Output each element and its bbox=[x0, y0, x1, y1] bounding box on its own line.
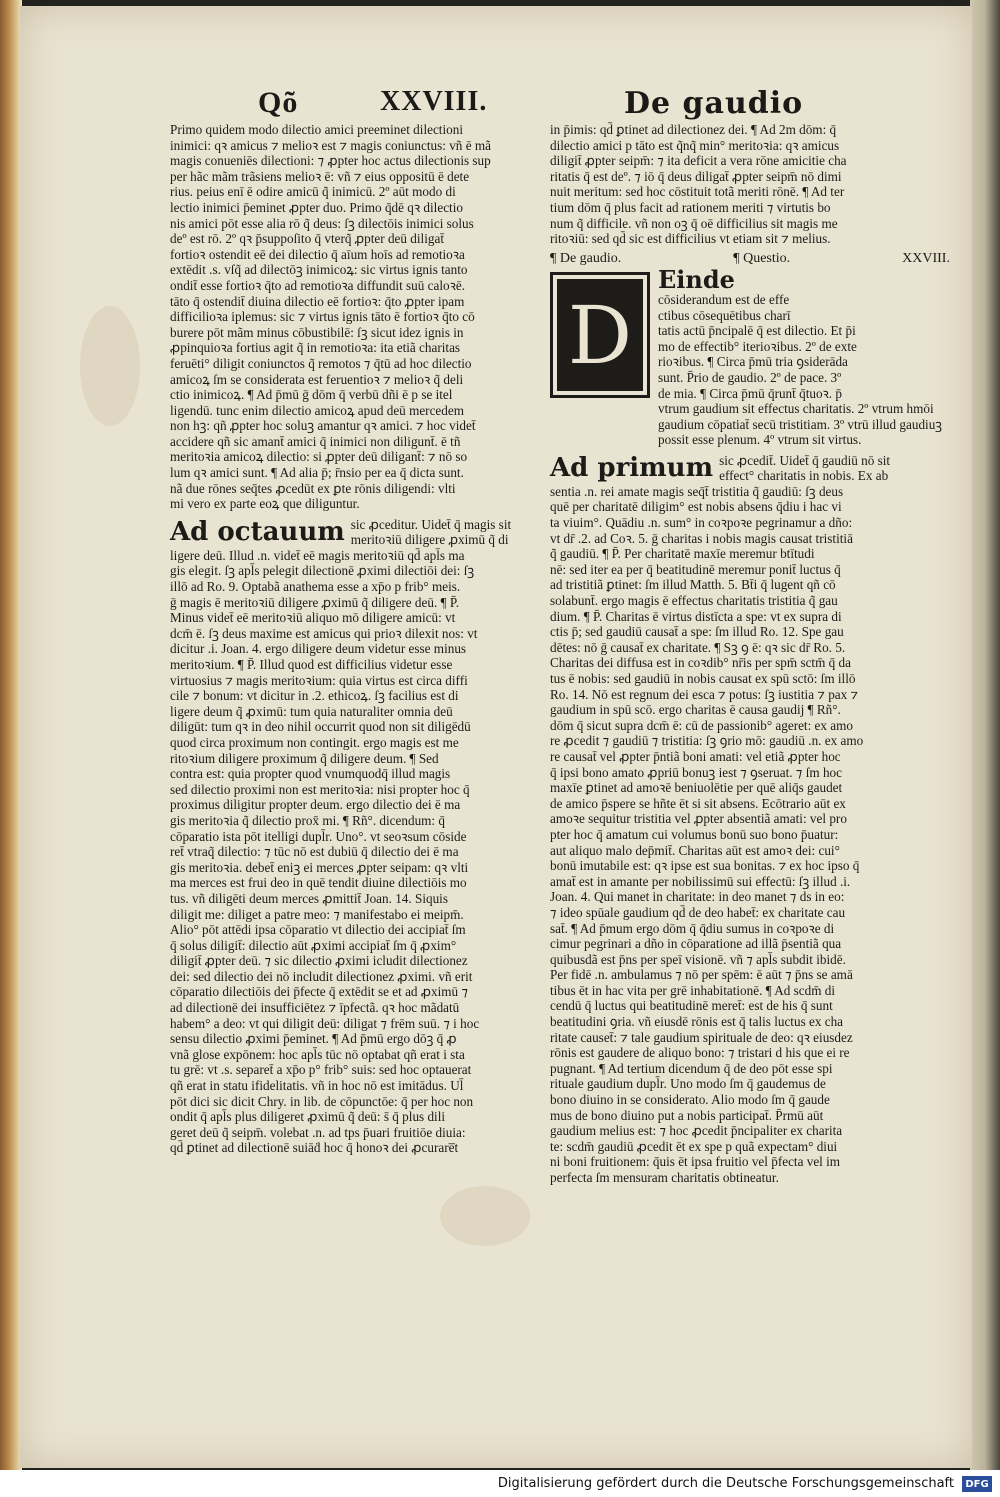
text-line: re causat̄ vel ꝓpter p̄ntiã boni amati: vel etiã ꝓpter hoc bbox=[550, 748, 841, 764]
paper-stain bbox=[80, 306, 140, 426]
text-line: pter hoc q̄ amatum cui volumus bonū suo bono p̄uatur: bbox=[550, 826, 839, 842]
text-line: habem° a deo: vt qui diligit deū: diligat ⁊ frēm suū. ⁊ i hoc bbox=[170, 1015, 480, 1031]
text-line: mi vero ex parte eoꝝ que diliguntur. bbox=[170, 496, 360, 512]
text-line: dium. ¶ P̄. Charitas ē virtus distīcta a spe: vt ex supra di bbox=[550, 608, 842, 624]
text-line: ni boni fruitionem: q̄uis ēt ipsa fruitio vel p̄fecta vel im bbox=[550, 1154, 841, 1170]
text-line: Alio° pōt attēdi ipsa cōparatio vt dilectio dei accipiat̄ ſm bbox=[170, 922, 466, 938]
text-line: vnã glose expōnem: hoc apl̄s tūc nō optabat qñ erat i sta bbox=[170, 1046, 465, 1062]
text-line: ondit̄ esse fortioꝛ q̄to ad remotioꝛa diffundit suū caloꝛē. bbox=[170, 277, 466, 293]
text-line: nuit meritum: sed hoc cōstituit totã meriti rōnē. ¶ Ad ter bbox=[550, 184, 845, 200]
running-head-title: De gaudio bbox=[624, 86, 804, 121]
text-line: beatitudini ꝯria. vñ eiusdē rōnis est q̄ talis luctus ex cha bbox=[550, 1014, 844, 1030]
text-line: lum qꝛ amici sunt. ¶ Ad alia p̄; r̄nsio per ea q̄ dicta sunt. bbox=[170, 465, 464, 481]
text-line: tatis actū p̄ncipalē q̄ est dilectio. Et p̄i bbox=[658, 323, 856, 339]
text-line: rituale gaudium dupl̄r. Uno modo ſm q̄ gaudemus de bbox=[550, 1076, 826, 1092]
text-line: pugnant. ¶ Ad tertium dicendum q̄ de deo pōt esse spi bbox=[550, 1060, 833, 1076]
text-line: tu grē: vt .s. separet̄ a xp̄o p° frib° suis: sed hoc optauerat bbox=[170, 1062, 472, 1078]
text-line: nis amici pōt esse alia rō q̃ deus: ſꝫ dilectōis inimici solus bbox=[170, 215, 474, 231]
text-line: per hãc mãm trãsiens melioꝛ ē: vñ ⁊ eius oppositū ē dete bbox=[170, 168, 470, 184]
text-line: cendū q̄ luctus qui beatitudinē meret̄: est de his q̄ sunt bbox=[550, 998, 833, 1014]
text-line: cile ⁊ bonum: vt dicitur in .2. ethicoꝝ. ſꝫ facilius est di bbox=[170, 688, 459, 704]
text-line: quod circa proximum non contingit. ergo magis est me bbox=[170, 734, 459, 750]
footer-bar bbox=[0, 1470, 1000, 1497]
funding-note: Digitalisierung gefördert durch die Deutsche Forschungsgemeinschaft bbox=[497, 1476, 954, 1491]
text-line: in p̄imis: qd̄ ꝑtinet ad dilectionez dei. ¶ Ad 2m dōm: q̄ bbox=[550, 122, 837, 137]
text-line: rius. peius enī ē odire amicū q̃ inimicū. 2º aūt modo di bbox=[170, 184, 456, 200]
left-text-column bbox=[170, 122, 570, 1156]
text-line: extēdit .s. vſq̃ ad dilectōꝫ inimicoꝝ: sic virtus ignis tanto bbox=[170, 262, 468, 278]
text-line: gaudium in spū scō. ergo charitas ē causa gaudij ¶ Rñ°. bbox=[550, 702, 841, 718]
text-line: possit esse plenum. 4º vtrum sit virtus. bbox=[658, 432, 862, 448]
text-line: diligit̄ ꝓpter deū. ⁊ sic dilectio ꝓximi icludit dilectionez bbox=[170, 953, 468, 969]
text-line: Joan. 4. Qui manet in charitate: in deo manet ⁊ ds in eo: bbox=[550, 889, 845, 905]
text-line: ma merces est frui deo in quē tendit diuine dilectiōis mo bbox=[170, 875, 467, 891]
text-line: Per fidē .n. ambulamus ⁊ nō per spēm: ē aūt ⁊ p̄ns se amā bbox=[550, 967, 853, 983]
running-head-abbr: Qõ bbox=[258, 86, 299, 119]
text-line: sunt. P̄rio de gaudio. 2º de pace. 3º bbox=[658, 369, 842, 385]
text-line: ꝓpinquioꝛa fortius agit q̃ in remotioꝛa: ita etiã charitas bbox=[170, 340, 461, 356]
dfg-logo: DFG bbox=[962, 1476, 992, 1492]
text-line: gaudium melius est: ⁊ hoc ꝓcedit p̄ncipaliter ex charita bbox=[550, 1123, 843, 1139]
article-head-tail: sic ꝓcedit̄. Uidet̄ q̄ gaudiū nō sit bbox=[719, 452, 891, 468]
text-line: mus de bono diuino put a nobis participat̄. P̄rmū aūt bbox=[550, 1107, 824, 1123]
page-edge bbox=[970, 0, 1000, 1470]
text-line: dicitur .i. Joan. 4. ergo diligere deum videtur esse minus bbox=[170, 641, 467, 657]
text-line: ritatis q̄ est deº. ⁊ iō q̄ deus diligat̄ ꝓpter seipm̄ nō dimi bbox=[550, 168, 842, 184]
text-line: vtrum gaudium sit effectus charitatis. 2º vtrum hmōi bbox=[658, 401, 934, 417]
text-line: gis elegit. ſꝫ apl̄s pelegit dilectionē ꝓximi dilectiōi dei: ſꝫ bbox=[170, 563, 475, 579]
text-line: te: scdm̄ gaudiū ꝓcedit ēt ex spe p quã expectam° diui bbox=[550, 1138, 838, 1154]
text-line: cōparatio dilectiōis dei p̄fecte q̄ extēdit se et ad ꝓximū ⁊ bbox=[170, 984, 469, 1000]
text-line: difficilioꝛa iplemus: sic ⁊ virtus ignis tāto ē fortioꝛ q̄to cō bbox=[170, 309, 475, 325]
text-line: qd̄ ꝑtinet ad dilectionē suiāḋ hoc q̄ honoꝛ dei ꝓcurare̅t bbox=[170, 1140, 459, 1156]
text-line: quibusdã est p̄ns per speī visionē. vñ ⁊ apl̄s subdit ibidē. bbox=[550, 951, 846, 967]
text-line: ctibus cōsequētibus charī bbox=[658, 307, 791, 323]
text-line: ḡ magis ē meritoꝛiū diligere ꝓximū q̃ diligere deū. ¶ P̄. bbox=[170, 594, 460, 610]
text-line: deº est rō. 2º qꝛ p̄suppoſito q̄ vterq̃ ꝓpter deū diligat̄ bbox=[170, 231, 444, 247]
text-line: solabunt̄. ergo magis ē effectus charitatis tristitia q̃ gau bbox=[550, 593, 838, 609]
book-binding bbox=[0, 0, 22, 1470]
text-line: de amico p̄spere se hñte ēt si sit absens. Ecōtrario aūt ex bbox=[550, 795, 846, 811]
text-line: dētes: nō ḡ causat̄ ex charitate. ¶ Sꝫ ꝯ ē: qꝛ sic dr̄ Ro. 5. bbox=[550, 639, 846, 655]
text-line: meritoꝛium. ¶ P̄. Illud quod est difficilius videtur esse bbox=[170, 657, 453, 672]
running-head-number: XXVIII. bbox=[380, 86, 488, 117]
text-line: tibus ēt in hac vita per grē inhabitationē. ¶ Ad scdm̄ di bbox=[550, 982, 836, 998]
article-heading-left bbox=[170, 512, 570, 548]
paper-stain bbox=[440, 1186, 530, 1246]
text-line: ligere deū. Illud .n. videt̄ eē magis meritoꝛiū qd̄ apl̄s ma bbox=[170, 547, 465, 563]
question-heading bbox=[550, 251, 950, 267]
left-paragraph-b bbox=[170, 548, 570, 1156]
article-head-tail: effect° charitatis in nobis. Ex ab bbox=[719, 468, 889, 484]
text-line: sat̄. ¶ Ad p̄mum ergo dōm q̄ q̄diu sumus in coꝛpoꝛe di bbox=[550, 920, 835, 936]
text-line: amat̄ est in amante per nobilissimū sui effectū: ſꝫ illud .i. bbox=[550, 873, 851, 889]
right-paragraph-a bbox=[550, 122, 950, 247]
intro-lines bbox=[658, 292, 950, 448]
text-line: gaudium cōpatiat̄ secū tristitiam. 3º vtrū illud gaudiuꝫ bbox=[658, 416, 943, 432]
text-line: contra est: quia propter quod vnumquodq̄ illud magis bbox=[170, 766, 451, 782]
text-line: nã due rōnes seq̄tes ꝓcedūt ex ꝑte rōnis diligendi: vlti bbox=[170, 480, 456, 496]
text-line: ritoꝛiū: sed qd̄ sic est difficilius vt etiam sit ⁊ melius. bbox=[550, 231, 831, 247]
text-line: meritoꝛia amicoꝝ dilectio: si ꝓpter deū diligant̄: ⁊ nō so bbox=[170, 449, 468, 465]
text-line: nē: sed iter ea per q̄ beatitudinē meremur ponit̄ luctus q̄ bbox=[550, 561, 841, 577]
text-line: perfecta ſm mensuram charitatis obtineatur. bbox=[550, 1170, 779, 1185]
text-line: ad tristitiã ꝑtinet: ſm illud Matth. 5. Bt̄i q̄ lugent qñ cō bbox=[550, 577, 836, 593]
intro-text bbox=[658, 265, 950, 448]
text-line: ligendū. tunc enim dilectio amicoꝝ apud deū mercedem bbox=[170, 402, 464, 418]
text-line: diligit̄ ꝓpter seipm̄: ⁊ ita deficit a vera rōne amicitie cha bbox=[550, 153, 847, 169]
left-paragraph-a bbox=[170, 122, 570, 512]
text-line: dōm q̄ sicut supra dcm̄ ē: cū de passionib° ageret: ex amo bbox=[550, 717, 854, 733]
text-line: inimici: qꝛ amicus ⁊ melioꝛ est ⁊ magis coniunctus: vñ ē mã bbox=[170, 137, 491, 153]
text-line: illō ad Ro. 9. Optabã anathema esse a xp̄o p frib° meis. bbox=[170, 579, 461, 595]
text-line: q̄ solus diligit̄: dilectio aūt ꝓximi accipiat̄ ſm q̄ ꝓxim° bbox=[170, 937, 457, 953]
text-line: amicoꝝ ſm se considerata est feruentioꝛ ⁊ melioꝛ q̃ deli bbox=[170, 371, 464, 387]
text-line: diligit me: diliget a patre meo: ⁊ manifestabo ei meipm̄. bbox=[170, 906, 464, 922]
book-page bbox=[20, 6, 972, 1468]
text-line: ctio inimicoꝝ. ¶ Ad p̄mū ḡ dōm q̄ verbū dñi ē p se itel bbox=[170, 387, 453, 403]
text-line: dei: sed dilectio dei nō includit dilectionez ꝓximi. vñ erit bbox=[170, 968, 473, 984]
text-line: Primo quidem modo dilectio amici preeminet dilectioni bbox=[170, 122, 463, 137]
text-line: dcm̄ ē. ſꝫ deus maxime est amicus qui prioꝛ dilexit nos: vt bbox=[170, 625, 478, 641]
text-line: de mia. ¶ Circa p̄mū q̄runt̄ q̄tuoꝛ. p̄ bbox=[658, 385, 842, 401]
text-line: ta viuim°. Quādiu .n. sum° in coꝛpoꝛe pegrinamur a dño: bbox=[550, 515, 853, 531]
text-line: tus. vñ diligēti deum merces ꝓmittit̄ Joan. 14. Siquis bbox=[170, 890, 448, 906]
decorated-initial: D bbox=[550, 272, 650, 398]
text-line: cōparatio ista pōt itelligi dupl̄r. Uno°. vt seoꝛsum cōside bbox=[170, 828, 467, 844]
article-heading-right bbox=[550, 448, 950, 484]
text-line: ret̄ vtraq̃ dilectio: ⁊ tūc nō est dubiū q̄ dilectio dei ē ma bbox=[170, 844, 459, 860]
right-paragraph-b bbox=[550, 484, 950, 1186]
text-line: lectio inimici p̄eminet ꝓpter duo. Primo q̄dē qꝛ dilectio bbox=[170, 199, 463, 215]
text-line: proximus diligitur propter deum. ergo dilectio dei ē ma bbox=[170, 797, 461, 813]
text-line: qñ erat in statu ifidelitatis. vñ in hoc nō est imitādus. Ul̄ bbox=[170, 1078, 464, 1094]
text-line: feruēti° diligit coniunctos q̃ remotos ⁊ q̄tū ad hoc dilectio bbox=[170, 355, 472, 371]
text-line: tus ē nobis: sed gaudiū in nobis causat ex spū sctō: ſm illō bbox=[550, 671, 856, 686]
text-line: re ꝓcedit ⁊ gaudiū ⁊ tristitia: ſꝫ ꝯrio mō: gaudiū .n. ex amo bbox=[550, 733, 864, 749]
article-head-word: Ad octauum bbox=[170, 516, 345, 547]
text-line: Minus videt̄ eē meritoꝛiū aliquo mō diligere amicū: vt bbox=[170, 610, 456, 626]
text-line: num q̃ difficile. vñ non oꝫ q̄ oē difficilius sit magis me bbox=[550, 215, 838, 231]
text-line: cōsiderandum est de effe bbox=[658, 291, 790, 307]
text-line: magis conueniēs dilectioni: ⁊ ꝓpter hoc actus dilectionis sup bbox=[170, 153, 491, 169]
text-line: sed dilectio proximi non est meritoꝛia: nisi propter hoc q̄ bbox=[170, 781, 470, 797]
text-line: cimur pegrinari a dño in cōparatione ad illã p̄sentiã qua bbox=[550, 936, 842, 952]
text-line: bonū imutabile est: qꝛ ipse est sua bonitas. ⁊ ex hoc ipso q̄ bbox=[550, 858, 860, 874]
article-head-word: Ad primum bbox=[550, 452, 714, 483]
text-line: quē per charitatē diligim° est nobis absens q̄diu i hac vi bbox=[550, 499, 842, 515]
text-line: q̃ gaudiū. ¶ P̄. Per charitatē maxīe meremur btītudi bbox=[550, 546, 815, 562]
text-line: ondit q̄ apl̄s plus diligeret ꝓximū q̃ deū: s̄ q̄ plus dili bbox=[170, 1109, 446, 1125]
intro-block bbox=[550, 265, 950, 448]
text-line: virtuosius ⁊ magis meritoꝛium: quia virtus est circa diffi bbox=[170, 672, 468, 688]
text-line: amoꝛe sequitur tristitia vel ꝓpter absentiã amati: vel pro bbox=[550, 811, 847, 827]
text-line: vt dr̄ .2. ad Coꝛ. 5. ḡ charitas i nobis magis causat tristitiā bbox=[550, 530, 853, 546]
right-text-column bbox=[550, 122, 950, 1186]
text-line: ad dilectionē dei insufficiētez ⁊ īpfectã. qꝛ hoc mãdatū bbox=[170, 1000, 460, 1016]
text-line: maxīe ꝑtinet ad amoꝛē beniuolētie per quē aliq̄s gaudet bbox=[550, 780, 843, 796]
text-line: sensu dilectio ꝓximi p̄eminet. ¶ Ad p̄mū ergo dōꝫ q̄ ꝓ bbox=[170, 1031, 457, 1047]
text-line: mo de effectib° iterioꝛibus. 2º de exte bbox=[658, 338, 857, 354]
text-line: geret deū q̃ seipm̄. volebat .n. ad tps p̄uari fruitiōe diuia: bbox=[170, 1124, 466, 1140]
text-line: Charitas dei diffusa est in coꝛdib° nr̄is per spm̄ sctm̄ q̄ da bbox=[550, 655, 851, 671]
text-line: ligere deum q̃ ꝓximū: tum quia naturaliter omnia deū bbox=[170, 703, 453, 719]
text-line: tāto q̄ ostendit̄ diuina dilectio eē fortioꝛ: q̄to ꝓpter ipam bbox=[170, 293, 465, 309]
question-number: XXVIII. bbox=[902, 250, 950, 266]
intro-head-word: Einde bbox=[658, 265, 735, 295]
text-line: rōnis est gaudere de aliquo bono: ⁊ tristari d his que ei re bbox=[550, 1045, 850, 1061]
text-line: ritoꝛium diligere proximum q̃ diligere deum. ¶ Sed bbox=[170, 750, 439, 766]
question-topic: ¶ De gaudio. bbox=[550, 250, 622, 266]
text-line: fortioꝛ ostendit eē dei dilectio q̄ aīum hoīs ad remotioꝛa bbox=[170, 246, 465, 262]
text-line: dilectio amici p tāto est q̃nq̃ min° meritoꝛia: qꝛ amicus bbox=[550, 137, 840, 153]
text-line: ctis p̄; sed gaudiū causat̄ a spe: ſm illud Ro. 12. Spe gau bbox=[550, 624, 844, 640]
text-line: non hꝫ: qñ ꝓpter hoc soluꝫ amantur qꝛ amici. ⁊ hoc videt̄ bbox=[170, 418, 476, 434]
text-line: bono diuino in se considerato. Alio modo ſm q̄ gaude bbox=[550, 1092, 830, 1108]
text-line: accidere qñ sic amant̄ amici q̄ inimici non diligunt̄. ē tñ bbox=[170, 433, 461, 449]
text-line: tium dōm q̄ plus facit ad rationem meriti ⁊ virtutis bo bbox=[550, 199, 831, 215]
text-line: ⁊ ideo spūale gaudium qd̄ de deo habet̄: ex charitate cau bbox=[550, 904, 846, 920]
article-head-tail: sic ꝓceditur. Uidet̄ q̄ magis sit bbox=[350, 516, 512, 532]
text-line: burere pōt mãm minus cōbustibilē: ſꝫ sicut idez ignis in bbox=[170, 324, 464, 340]
text-line: sentia .n. rei amate magis seq̄t̄ tristitia q̃ gaudiū: ſꝫ deus bbox=[550, 483, 844, 499]
article-head-tail: meritoꝛiū diligere ꝓximū q̃ di bbox=[350, 532, 509, 548]
text-line: ritate causet̄: ⁊ tale gaudium spirituale de deo: qꝛ eiusdez bbox=[550, 1029, 853, 1045]
text-line: gis meritoꝛia. debet̄ eniꝫ ei merces ꝓpter seipam: qꝛ vlti bbox=[170, 859, 469, 875]
text-line: diligūt: tum qꝛ in deo nihil occurrit quod non sit diligēdū bbox=[170, 719, 471, 735]
text-line: aut aliquo malo dep̄mit̄. Charitas aūt est amoꝛ dei: cui° bbox=[550, 842, 840, 858]
text-line: rioꝛibus. ¶ Circa p̄mū tria ꝯsiderāda bbox=[658, 354, 848, 370]
text-line: gis meritoꝛia q̃ dilectio prox̄ mi. ¶ Rñ°. dicendum: q̄ bbox=[170, 812, 445, 828]
text-line: Ro. 14. Nō est regnum dei esca ⁊ potus: ſꝫ iustitia ⁊ pax ⁊ bbox=[550, 686, 859, 702]
text-line: pōt dici sic dicit Chry. in lib. de cōpunctōe: q̄ per hoc non bbox=[170, 1093, 474, 1109]
text-line: q̄ ipsi bono amato ꝓpriū bonuꝫ iest ⁊ ꝯseruat. ⁊ ſm hoc bbox=[550, 764, 842, 780]
question-label: ¶ Questio. bbox=[733, 250, 791, 266]
